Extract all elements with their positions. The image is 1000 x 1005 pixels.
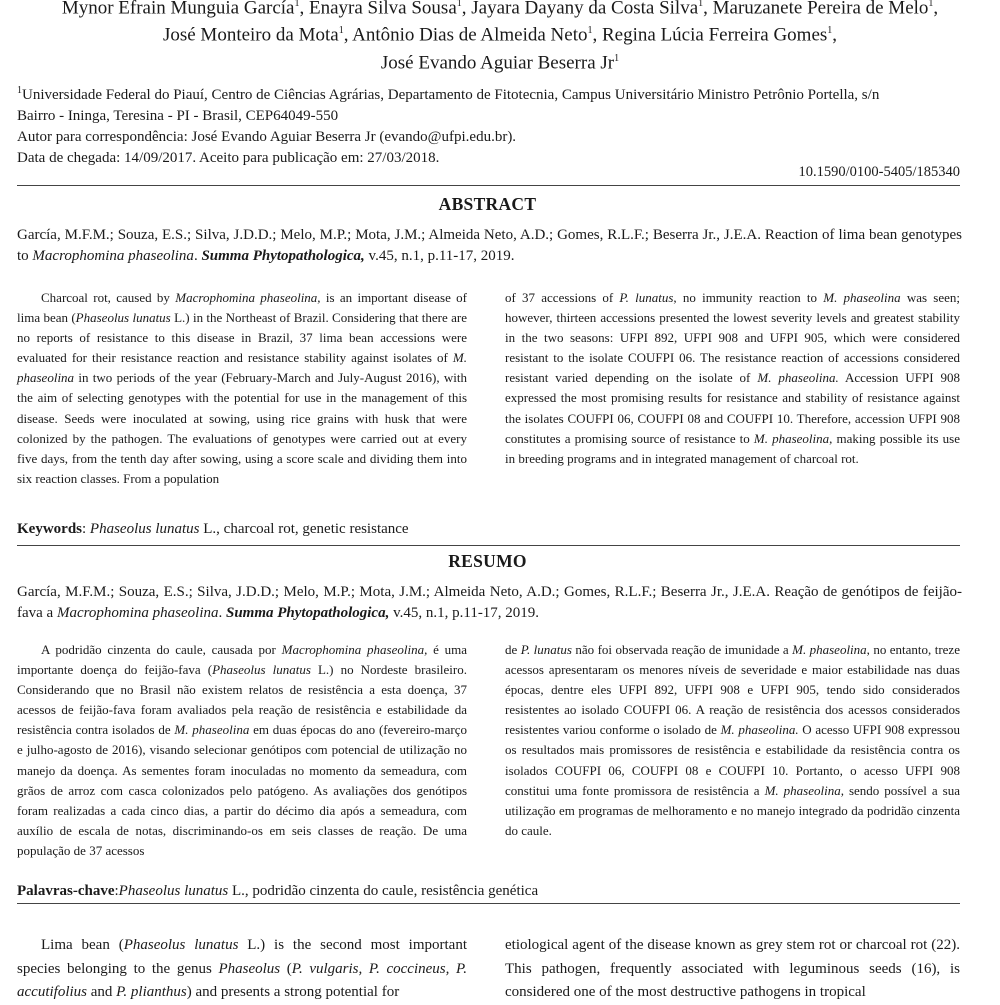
palavras-chave: Palavras-chave:Phaseolus lunatus L., podridão cinzenta do caule, resistência genética xyxy=(17,883,539,899)
affiliation-block xyxy=(17,80,967,169)
author-name: José Evando Aguiar Beserra Jr xyxy=(380,51,615,73)
submission-dates: Data de chegada: 14/09/2017. Aceito para publicação em: 27/03/2018. xyxy=(17,150,440,166)
italic-term: Macrophomina phaseolina, xyxy=(281,642,428,657)
affiliation-marker: 1 xyxy=(456,0,462,9)
author-name: , Maruzanete Pereira de Melo xyxy=(703,0,929,19)
italic-term: M. phaseolina xyxy=(174,722,250,738)
italic-term: Phaseolus lunatus xyxy=(123,937,239,953)
author-line-2 xyxy=(0,19,1000,46)
affiliation-marker: 1 xyxy=(338,25,344,37)
italic-term: P. plianthus xyxy=(116,984,187,1000)
italic-term: M. phaseolina, xyxy=(764,782,844,798)
affiliation-marker: 1 xyxy=(587,25,593,37)
divider xyxy=(17,545,960,546)
author-name: , Regina Lúcia Ferreira Gomes xyxy=(592,24,828,46)
affiliation-marker: 1 xyxy=(928,0,934,9)
italic-term: M. phaseolina. xyxy=(757,370,839,386)
author-name: José Monteiro da Mota xyxy=(162,24,339,46)
doi[interactable]: 10.1590/0100-5405/185340 xyxy=(798,164,960,180)
italic-term: P. vulgaris, P. coccineus, P. accutifolius xyxy=(17,960,467,1000)
resumo-column-right: de P. lunatus não foi observada reação de imunidade a M. phaseolina, no entanto, treze acessos apresentaram os menores níveis de severidade e maior estabilidade nas duas épocas, dentre eles UFPI 892, UFPI 908 e UFPI 905, tendo sido considerados resistentes ao isolado COUFPI 06. A reação de resistência dos acessos considerados resistentes variou conforme o isolado de M. phaseolina. O acesso UFPI 908 expressou os resultados mais promissores de resistência e estabilidade da resistência contra os isolados COUFPI 06, COUFPI 08 e COUFPI 10. Portanto, o acesso UFPI 908 constitui uma fonte promissora de resistência a M. phaseolina, sendo possível a sua utilização em programas de melhoramento e no manejo integrado da podridão cinzenta do caule. xyxy=(505,642,960,838)
italic-term: M. phaseolina xyxy=(792,642,867,657)
keywords: Keywords: Phaseolus lunatus L., charcoal rot, genetic resistance xyxy=(17,521,409,537)
italic-term: P. lunatus xyxy=(520,642,572,657)
italic-term: Phaseolus lunatus xyxy=(75,310,171,326)
affiliation-marker: 1 xyxy=(614,52,620,64)
affiliation-line-2: Bairro - Ininga, Teresina - PI - Brasil, CEP64049-550 xyxy=(17,108,339,124)
author-name: , xyxy=(933,0,939,19)
abstract-title: ABSTRACT xyxy=(438,194,537,214)
resumo-citation: García, M.F.M.; Souza, E.S.; Silva, J.D.D.; Melo, M.P.; Mota, J.M.; Almeida Neto, A.D.; Gomes, R.L.F.; Beserra Jr., J.E.A. Reação de genótipos de feijão-fava a Macrophomina phaseolina. Summa Phytopathologica, v.45, n.1, p.11-17, 2019. xyxy=(17,584,962,621)
italic-term: Macrophomina phaseolina, xyxy=(175,290,321,305)
affiliation-line-1: $^1$Universidade Federal do Piauí, Centro de Ciências Agrárias, Departamento de Fitotecnia, Campus Universitário Ministro Petrônio Portella, s/n xyxy=(17,85,880,103)
abstract-citation: García, M.F.M.; Souza, E.S.; Silva, J.D.D.; Melo, M.P.; Mota, J.M.; Almeida Neto, A.D.; Gomes, R.L.F.; Beserra Jr., J.E.A. Reaction of lima bean genotypes to Macrophomina phaseolina. Summa Phytopathologica, v.45, n.1, p.11-17, 2019. xyxy=(17,227,962,264)
resumo-title: RESUMO xyxy=(448,551,527,571)
author-name: , Antônio Dias de Almeida Neto xyxy=(343,24,588,46)
italic-term: P. lunatus xyxy=(619,290,674,305)
affiliation-marker: 1 xyxy=(294,0,300,9)
italic-term: M. phaseolina xyxy=(753,430,830,446)
author-name: , Enayra Silva Sousa xyxy=(299,0,457,19)
author-name: Mynor Efrain Munguia García xyxy=(61,0,295,19)
italic-term: M. phaseolina. xyxy=(720,722,799,738)
italic-term: M. phaseolina xyxy=(17,350,467,386)
italic-term: Phaseolus xyxy=(218,960,281,977)
affiliation-marker: 1 xyxy=(698,0,704,9)
abstract-column-left: Charcoal rot, caused by Macrophomina phaseolina, is an important disease of lima bean (Phaseolus lunatus L.) in the Northeast of Brazil. Considering that there are no reports of resistance to this disease in Brazil, 37 lima bean accessions were evaluated for their resistance reaction and resistance stability against isolates of M. phaseolina in two periods of the year (February-March and July-August 2016), with the aim of selecting genotypes with the potential for use in the management of this disease. Seeds were inoculated at sowing, using rice grains with husk that were colonized by the pathogen. The evaluations of genotypes were carried out at every five days, from the tenth day after sowing, using a score scale and dividing them into six reaction classes. From a population xyxy=(17,290,468,486)
abstract-column-right: of 37 accessions of P. lunatus, no immunity reaction to M. phaseolina was seen; however, thirteen accessions presented the lowest severity levels and greatest stability in the two seasons: UFPI 892, UFPI 908 and UFPI 905, which were considered resistant to the isolate COUFPI 06. The resistance reaction of accessions considered resistant varied depending on the isolate of M. phaseolina. Accession UFPI 908 expressed the most promising results for resistance and stability of resistance against the isolates COUFPI 06, COUFPI 08 and COUFPI 10. Therefore, accession UFPI 908 constitutes a promising source of resistance to M. phaseolina, making possible its use in breeding programs and in integrated management of charcoal rot. xyxy=(505,290,961,466)
italic-term: M. phaseolina xyxy=(823,290,901,305)
body-column-right: etiological agent of the disease known as grey stem rot or charcoal rot (22). This pathogen, frequently associated with leguminous seeds (16), is considered one of the most destructive pathogens in tropical xyxy=(505,937,960,1000)
author-name: , xyxy=(832,24,838,46)
correspondence: Autor para correspondência: José Evando Aguiar Beserra Jr (evando@ufpi.edu.br). xyxy=(17,129,517,145)
affiliation-marker: 1 xyxy=(827,25,833,37)
body-column-left: Lima bean (Phaseolus lunatus L.) is the second most important species belonging to the genus Phaseolus (P. vulgaris, P. coccineus, P. accutifolius and P. plianthus) and presents a strong potential for xyxy=(17,937,467,1000)
author-line-1 xyxy=(0,0,1000,19)
author-line-3 xyxy=(0,47,1000,74)
divider xyxy=(17,903,960,904)
resumo-column-left: A podridão cinzenta do caule, causada por Macrophomina phaseolina, é uma importante doença do feijão-fava (Phaseolus lunatus L.) no Nordeste brasileiro. Considerando que no Brasil não existem relatos de resistência a esta doença, 37 acessos de feijão-fava foram avaliados pela reação de resistência e estabilidade da resistência contra isolados de M. phaseolina em duas épocas do ano (fevereiro-março e julho-agosto de 2016), visando selecionar genótipos com potencial de utilização no manejo da doença. As sementes foram inoculadas no momento da semeadura, com grãos de arroz com casca colonizados pelo patógeno. As avaliações dos genótipos foram realizadas a cada cinco dias, a partir do décimo dia após a semeadura, com auxílio de escala de notas, discriminando-os em seis classes de reação. De uma população de 37 acessos xyxy=(17,642,468,858)
italic-term: Phaseolus lunatus xyxy=(212,662,311,678)
author-list xyxy=(0,0,1000,74)
divider xyxy=(17,185,960,186)
author-name: , Jayara Dayany da Costa Silva xyxy=(461,0,699,19)
